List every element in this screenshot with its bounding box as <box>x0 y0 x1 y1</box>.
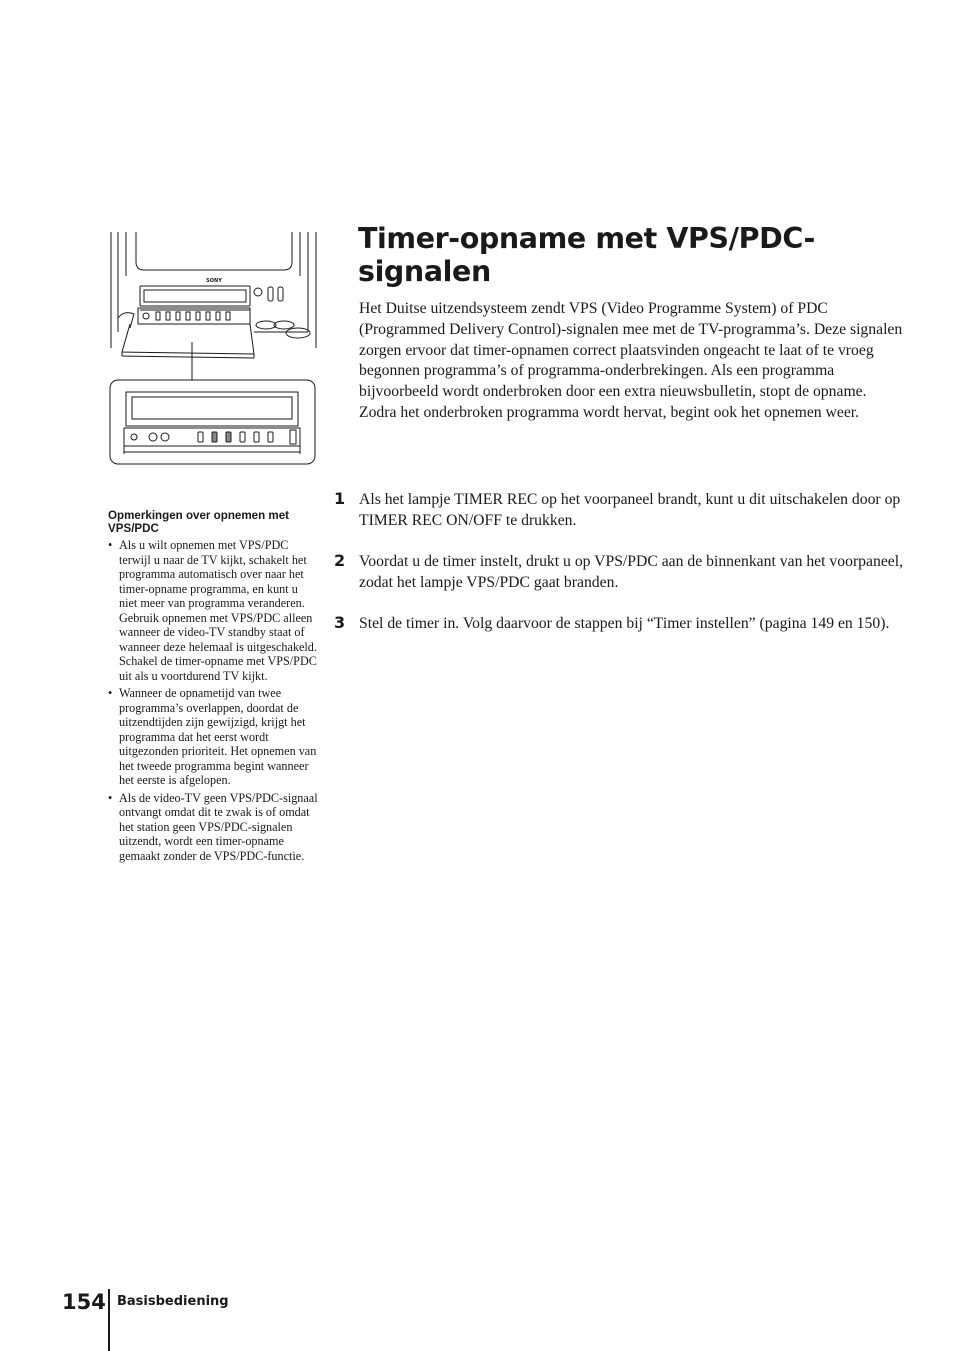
note-item: • Als de video-TV geen VPS/PDC-signaal ontvangt omdat dit te zwak is of omdat het station geen VPS/PDC-signalen uitzendt, wordt een timer-opname gemaakt zonder de VPS/PDC-functie. <box>108 791 318 864</box>
notes-list <box>108 538 318 863</box>
notes-title: Opmerkingen over opnemen met VPS/PDC <box>108 509 290 535</box>
step-number: 2 <box>334 551 346 570</box>
step-1 <box>334 490 904 532</box>
step-2 <box>334 552 904 594</box>
illustration-brand: SONY <box>206 278 222 284</box>
notes-section <box>108 509 318 866</box>
page-title: Timer-opname met VPS/PDC-signalen <box>358 222 815 288</box>
section-name: Basisbediening <box>117 1294 229 1309</box>
intro-paragraph: Het Duitse uitzendsysteem zendt VPS (Video Programme System) of PDC (Programmed Delivery Control)-signalen mee met de TV-programma’s. Deze signalen zorgen ervoor dat timer-opnamen correct plaatsvinden ongeacht te laat of te vroeg begonnen programma’s of programma-onderbrekingen. Als een programma bijvoorbeeld wordt onderbroken door een extra nieuwsbulletin, stopt de opname. Zodra het onderbroken programma wordt hervat, begint ook het opnemen weer. <box>359 300 903 421</box>
step-number: 1 <box>334 489 346 508</box>
note-item: • Als u wilt opnemen met VPS/PDC terwijl u naar de TV kijkt, schakelt het programma automatisch over naar het timer-opname programma, en kunt u niet meer van programma veranderen. Gebruik opnemen met VPS/PDC alleen wanneer de video-TV standby staat of wanneer deze helemaal is uitgeschakeld. Schakel de timer-opname met VPS/PDC uit als u voortdurend TV kijkt. <box>108 538 318 683</box>
page-number: 154 <box>62 1290 106 1314</box>
note-item: • Wanneer de opnametijd van twee programma’s overlappen, doordat de uitzendtijden zijn gewijzigd, krijgt het programma dat het eerst wordt uitgezonden prioriteit. Het opnemen van het tweede programma begint wanneer het eerste is afgelopen. <box>108 686 318 788</box>
step-text: Voordat u de timer instelt, drukt u op VPS/PDC aan de binnenkant van het voorpaneel, zodat het lampje VPS/PDC gaat branden. <box>359 553 904 591</box>
step-text: Stel de timer in. Volg daarvoor de stappen bij “Timer instellen” (pagina 149 en 150). <box>359 615 890 632</box>
tv-front-panel-illustration <box>108 232 318 468</box>
step-number: 3 <box>334 613 346 632</box>
footer-divider <box>108 1289 110 1351</box>
step-text: Als het lampje TIMER REC op het voorpaneel brandt, kunt u dit uitschakelen door op TIMER REC ON/OFF te drukken. <box>359 491 901 529</box>
step-3 <box>334 614 904 635</box>
